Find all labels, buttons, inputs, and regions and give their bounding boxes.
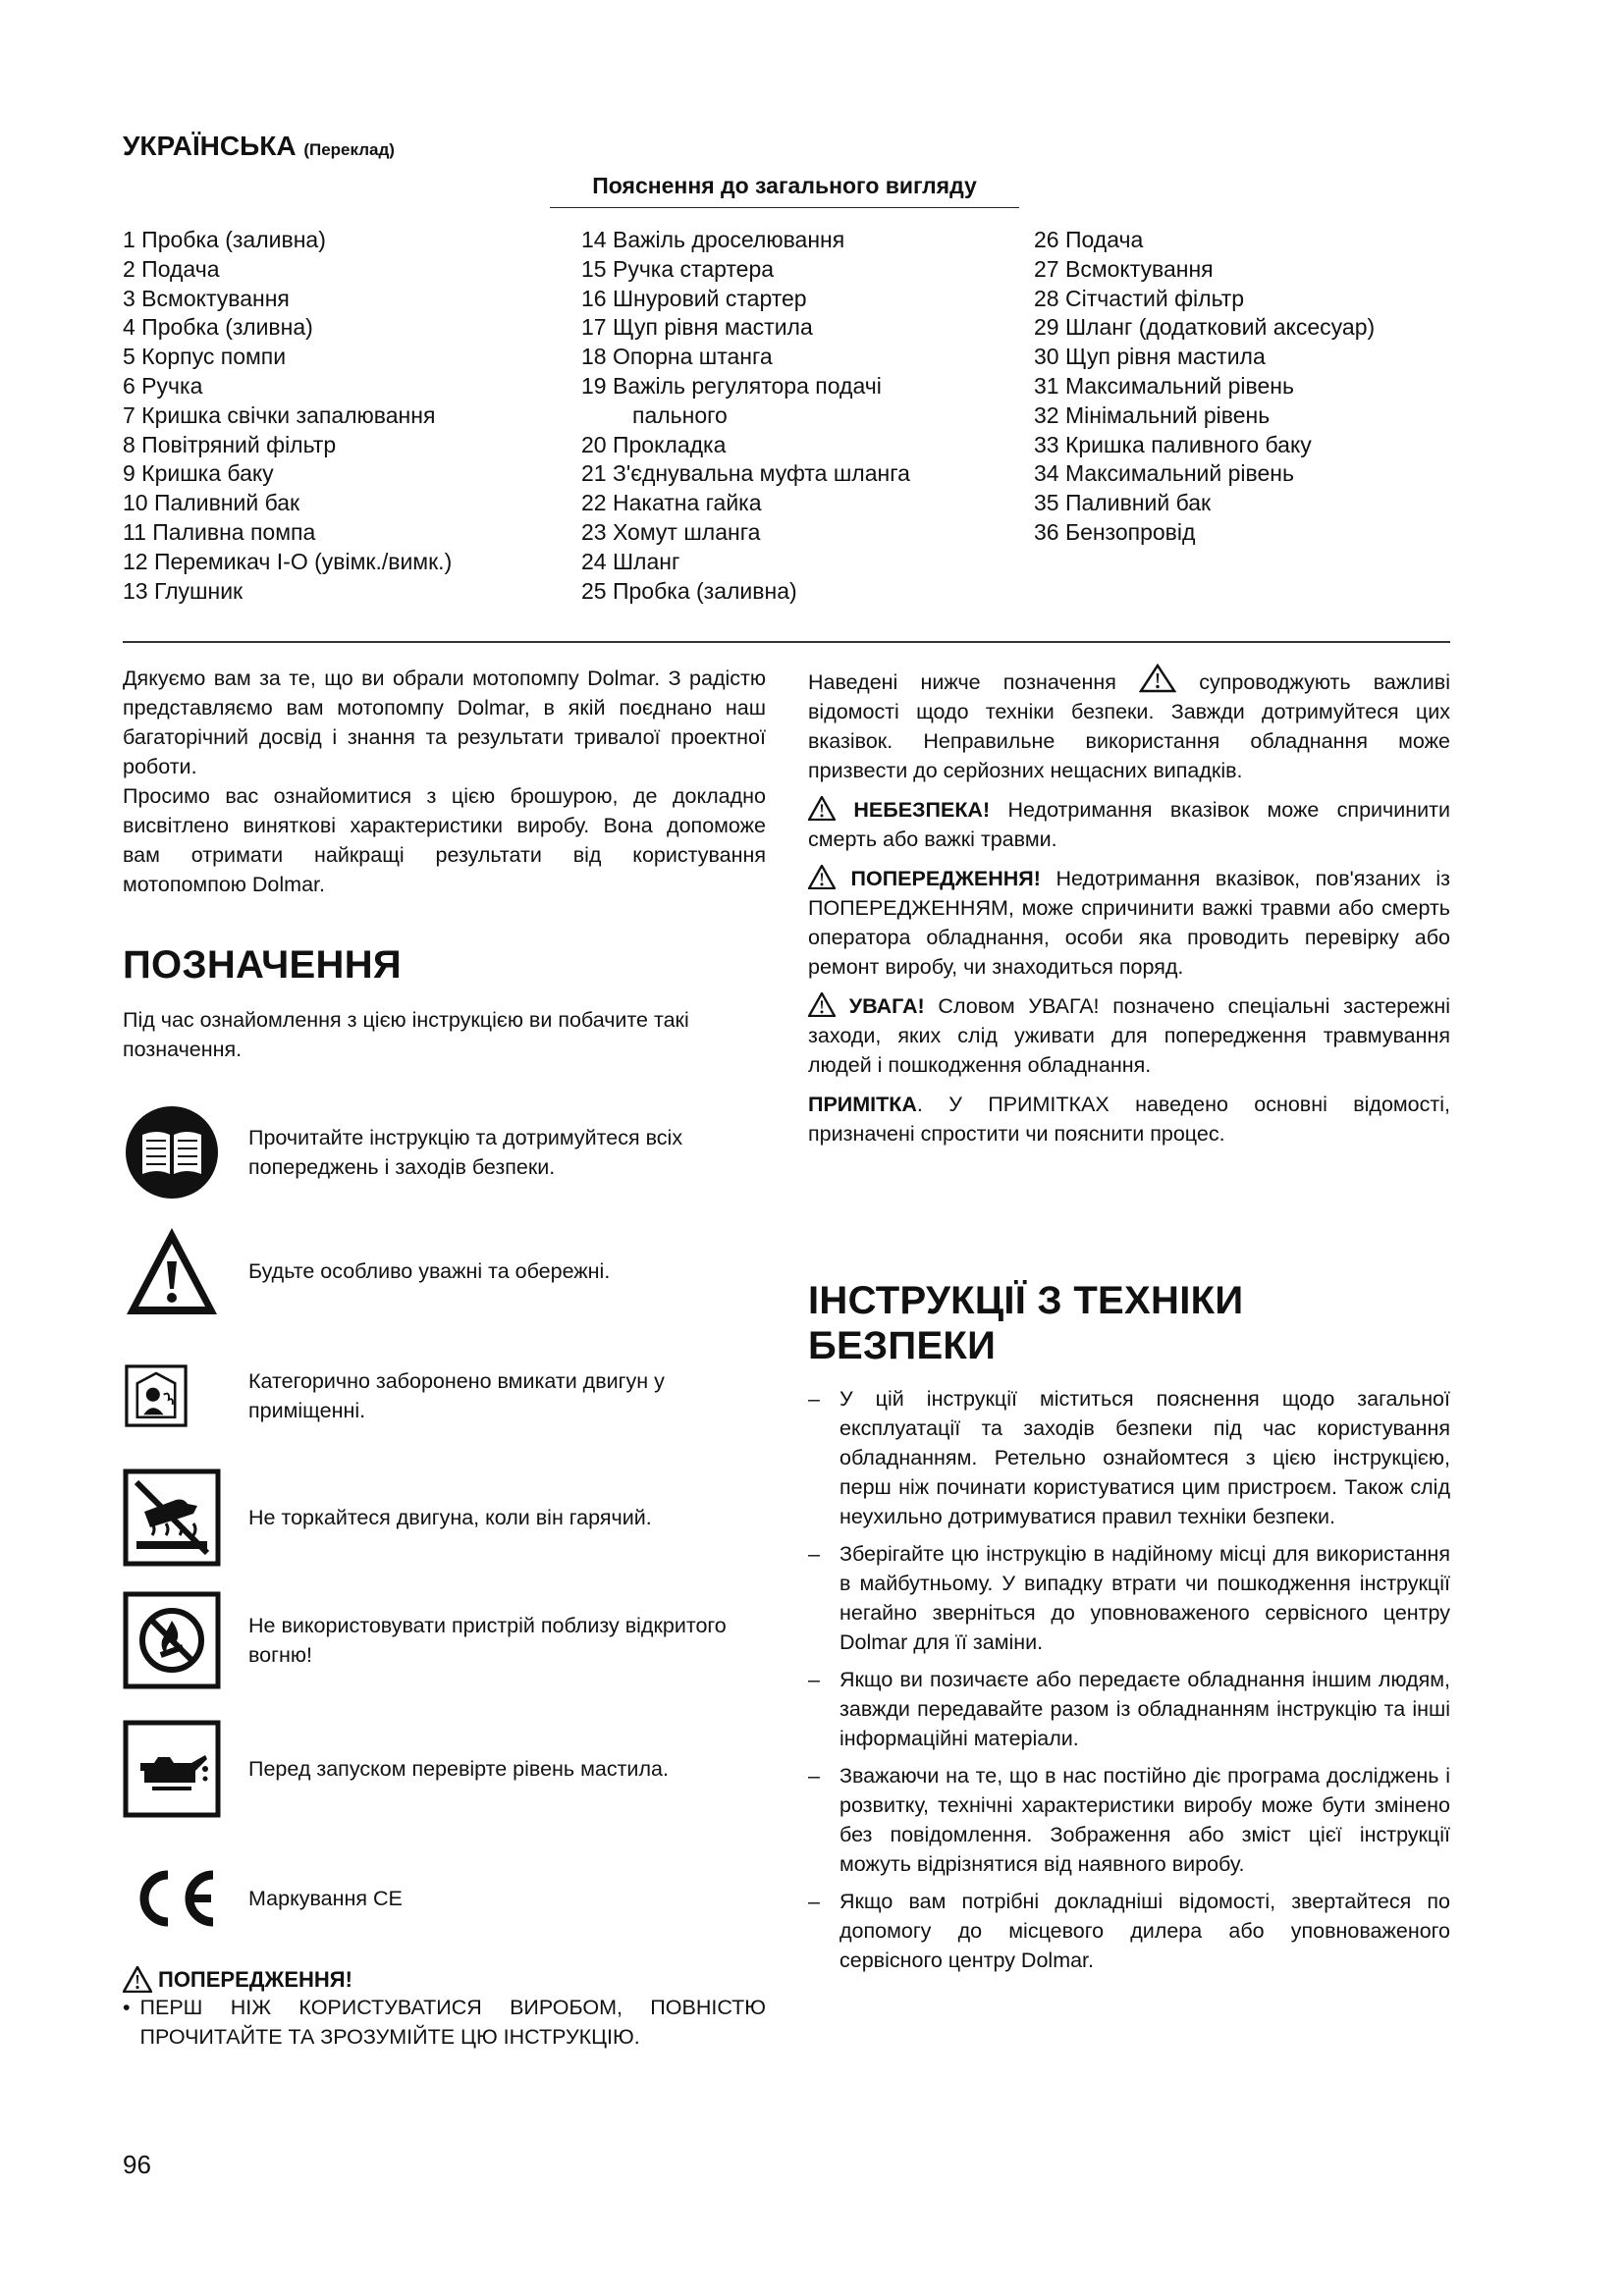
symbol-text: Будьте особливо уважні та обережні.	[248, 1259, 611, 1283]
intro-paragraph-1: Дякуємо вам за те, що ви обрали мотопомпу Dolmar. З радістю представляємо вам мотопомпу Dolmar, в якій поєднано наш багаторічний досвід і знання та результати тривалої проектної роботи.	[123, 667, 766, 778]
language-title-text: УКРАЇНСЬКА	[123, 131, 297, 161]
legend-column-1	[123, 226, 452, 606]
legend-item: 21 З'єднувальна муфта шланга	[581, 460, 910, 487]
legend-item: 30 Щуп рівня мастила	[1034, 344, 1266, 370]
legend-item: 8 Повітряний фільтр	[123, 431, 337, 457]
ce-mark-icon	[123, 1849, 221, 1948]
no-open-flame-icon	[123, 1591, 221, 1689]
symbol-text: Категорично заборонено вмикати двигун у приміщенні.	[248, 1369, 665, 1422]
language-title	[123, 131, 395, 162]
legend-column-2	[581, 226, 910, 606]
symbol-row-no-flame	[123, 1591, 766, 1699]
warning-title-text: ПОПЕРЕДЖЕННЯ!	[158, 1966, 352, 1992]
warning-bullet	[123, 1993, 766, 2052]
legend-item-continuation: пального	[632, 401, 728, 428]
safety-heading	[808, 1278, 1450, 1368]
signal-words-section	[808, 664, 1450, 1148]
symbol-row-ce	[123, 1849, 766, 1957]
warning-triangle-icon	[808, 796, 836, 821]
danger-label: НЕБЕЗПЕКА!	[853, 798, 991, 822]
warning-text: Недотримання вказівок, пов'язаних із ПОПЕРЕДЖЕННЯМ, може спричинити важкі травми або смерть оператора обладнання, особи яка проводить перевірку або ремонт виробу, чи знаходиться поряд.	[808, 867, 1450, 979]
legend-heading: Пояснення до загального вигляду	[550, 173, 1019, 208]
danger-text: Недотримання вказівок може спричинити смерть або важкі травми.	[808, 798, 1450, 851]
list-item-text: Зберігайте цю інструкцію в надійному місці для використання в майбутньому. У випадку втрати чи пошкодження інструкції негайно зверніться до уповноваженого сервісного центру Dolmar для її заміни.	[839, 1542, 1450, 1654]
caution-text: Словом УВАГА! позначено спеціальні застережні заходи, яких слід уживати для попередження травмування людей і пошкодження обладнання.	[808, 994, 1450, 1077]
safety-list	[808, 1384, 1450, 1983]
legend-item: 29 Шланг (додатковий аксесуар)	[1034, 314, 1376, 341]
list-item	[808, 1665, 1450, 1753]
legend-item: 31 Максимальний рівень	[1034, 372, 1294, 399]
list-item-text: Зважаючи на те, що в нас постійно діє програма досліджень і розвитку, технічні характеристики виробу може бути змінено без повідомлення. Зображення або зміст цієї інструкції можуть відрізнятися від наявного виробу.	[839, 1764, 1450, 1876]
legend-item: 33 Кришка паливного баку	[1034, 431, 1312, 457]
signal-intro	[808, 664, 1450, 785]
dash-marker: –	[808, 1668, 820, 1691]
legend-item: 32 Мінімальний рівень	[1034, 401, 1271, 428]
section-divider	[123, 641, 1450, 643]
symbol-text: Перед запуском перевірте рівень мастила.	[248, 1757, 669, 1781]
note-label: ПРИМІТКА	[808, 1093, 917, 1116]
list-item-text: У цій інструкції міститься пояснення щодо загальної експлуатації та заходів безпеки під час користування обладнанням. Ретельно ознайомтеся з цією інструкцією, перш ніж починати користуватися цим пристроєм. Також слід неухильно дотримуватися правил техніки безпеки.	[839, 1387, 1450, 1528]
warning-text: ПЕРШ НІЖ КОРИСТУВАТИСЯ ВИРОБОМ, ПОВНІСТЮ ПРОЧИТАЙТЕ ТА ЗРОЗУМІЙТЕ ЦЮ ІНСТРУКЦІЮ.	[139, 1996, 766, 2049]
legend-item: 34 Максимальний рівень	[1034, 460, 1294, 487]
legend-item: 26 Подача	[1034, 227, 1144, 252]
legend-item: 16 Шнуровий стартер	[581, 285, 807, 311]
dash-marker: –	[808, 1764, 820, 1788]
legend-item: 36 Бензопровід	[1034, 518, 1196, 545]
legend-item: 19 Важіль регулятора подачі	[581, 372, 882, 399]
legend-item: 22 Накатна гайка	[581, 490, 762, 516]
legend-item: 25 Пробка (заливна)	[581, 577, 797, 604]
bullet-dot: •	[123, 1996, 131, 2019]
legend-item: 10 Паливний бак	[123, 490, 300, 516]
page-number: 96	[123, 2150, 151, 2179]
dash-marker: –	[808, 1542, 820, 1566]
legend-item: 23 Хомут шланга	[581, 518, 761, 545]
symbol-text: Не торкайтеся двигуна, коли він гарячий.	[248, 1506, 652, 1529]
hot-surface-icon	[123, 1468, 221, 1567]
signal-intro-before: Наведені нижче позначення	[808, 670, 1116, 694]
no-indoor-icon	[125, 1353, 188, 1439]
list-item-text: Якщо ви позичаєте або передаєте обладнання іншим людям, завжди передавайте разом із обладнанням інструкцію та інші інформаційні матеріали.	[839, 1668, 1450, 1750]
legend-item: 11 Паливна помпа	[123, 518, 316, 545]
legend-item: 12 Перемикач I-O (увімк./вимк.)	[123, 548, 453, 574]
symbol-row-read-manual	[123, 1103, 766, 1211]
legend-item: 9 Кришка баку	[123, 460, 274, 487]
legend-item: 17 Щуп рівня мастила	[581, 314, 813, 341]
caution-paragraph	[808, 991, 1450, 1080]
legend-item: 15 Ручка стартера	[581, 255, 775, 282]
warning-paragraph	[808, 864, 1450, 982]
symbol-text: Не використовувати пристрій поблизу відкритого вогню!	[248, 1614, 727, 1667]
language-title-note: (Переклад)	[303, 140, 395, 159]
legend-column-3	[1034, 226, 1375, 548]
legend-item: 4 Пробка (зливна)	[123, 314, 313, 341]
legend-item: 5 Корпус помпи	[123, 344, 287, 370]
legend-item: 6 Ручка	[123, 372, 203, 399]
symbol-row-oil-check	[123, 1720, 766, 1828]
legend-item: 27 Всмоктування	[1034, 255, 1214, 282]
danger-paragraph	[808, 795, 1450, 854]
book-icon	[123, 1103, 221, 1201]
symbol-row-attention	[123, 1222, 766, 1330]
list-item	[808, 1887, 1450, 1975]
warning-triangle-icon	[808, 992, 836, 1017]
list-item	[808, 1539, 1450, 1657]
legend-item: 1 Пробка (заливна)	[123, 227, 326, 252]
warning-label: ПОПЕРЕДЖЕННЯ!	[850, 867, 1041, 890]
symbols-heading: ПОЗНАЧЕННЯ	[123, 943, 402, 987]
legend-item: 2 Подача	[123, 255, 220, 282]
warning-triangle-icon	[123, 1966, 152, 1993]
list-item-text: Якщо вам потрібні докладніші відомості, звертайтеся по допомогу до місцевого дилера або уповноваженого сервісного центру Dolmar.	[839, 1890, 1450, 1972]
legend-item: 24 Шланг	[581, 548, 680, 574]
list-item	[808, 1761, 1450, 1879]
legend-item: 7 Кришка свічки запалювання	[123, 401, 436, 428]
symbol-row-no-indoor	[123, 1347, 766, 1455]
legend-item: 20 Прокладка	[581, 431, 727, 457]
legend-item: 18 Опорна штанга	[581, 344, 773, 370]
warning-block	[123, 1966, 766, 2052]
legend-item: 14 Важіль дроселювання	[581, 227, 845, 252]
legend-item: 3 Всмоктування	[123, 285, 290, 311]
caution-label: УВАГА!	[848, 994, 925, 1018]
signal-intro-after: супроводжують важливі відомості щодо техніки безпеки. Завжди дотримуйтеся цих вказівок. Неправильне використання обладнання може призвести до серйозних нещасних випадків.	[808, 670, 1450, 782]
dash-marker: –	[808, 1890, 820, 1913]
symbols-intro: Під час ознайомлення з цією інструкцією ви побачите такі позначення.	[123, 1008, 689, 1061]
safety-heading-line-1: ІНСТРУКЦІЇ З ТЕХНІКИ	[808, 1279, 1244, 1322]
warning-triangle-icon	[123, 1222, 221, 1320]
warning-triangle-icon	[808, 865, 836, 889]
warning-triangle-icon	[1139, 664, 1176, 693]
legend-item: 35 Паливний бак	[1034, 490, 1212, 516]
legend-item: 28 Сітчастий фільтр	[1034, 285, 1245, 311]
symbol-text: Прочитайте інструкцію та дотримуйтеся всіх попереджень і заходів безпеки.	[248, 1126, 683, 1179]
list-item	[808, 1384, 1450, 1531]
intro-text	[123, 664, 766, 899]
oil-can-icon	[123, 1720, 221, 1818]
safety-heading-line-2: БЕЗПЕКИ	[808, 1324, 997, 1367]
note-paragraph	[808, 1090, 1450, 1148]
legend-item: 13 Глушник	[123, 577, 244, 604]
note-text: . У ПРИМІТКАХ наведено основні відомості, призначені спростити чи пояснити процес.	[808, 1093, 1450, 1146]
warning-title	[123, 1966, 766, 1993]
symbol-row-hot-surface	[123, 1468, 766, 1576]
intro-paragraph-2: Просимо вас ознайомитися з цією брошурою, де докладно висвітлено виняткові характеристики виробу. Вона допоможе вам отримати найкращі результати від користування мотопомпою Dolmar.	[123, 784, 766, 896]
dash-marker: –	[808, 1387, 820, 1411]
symbol-text: Маркування CE	[248, 1887, 403, 1910]
